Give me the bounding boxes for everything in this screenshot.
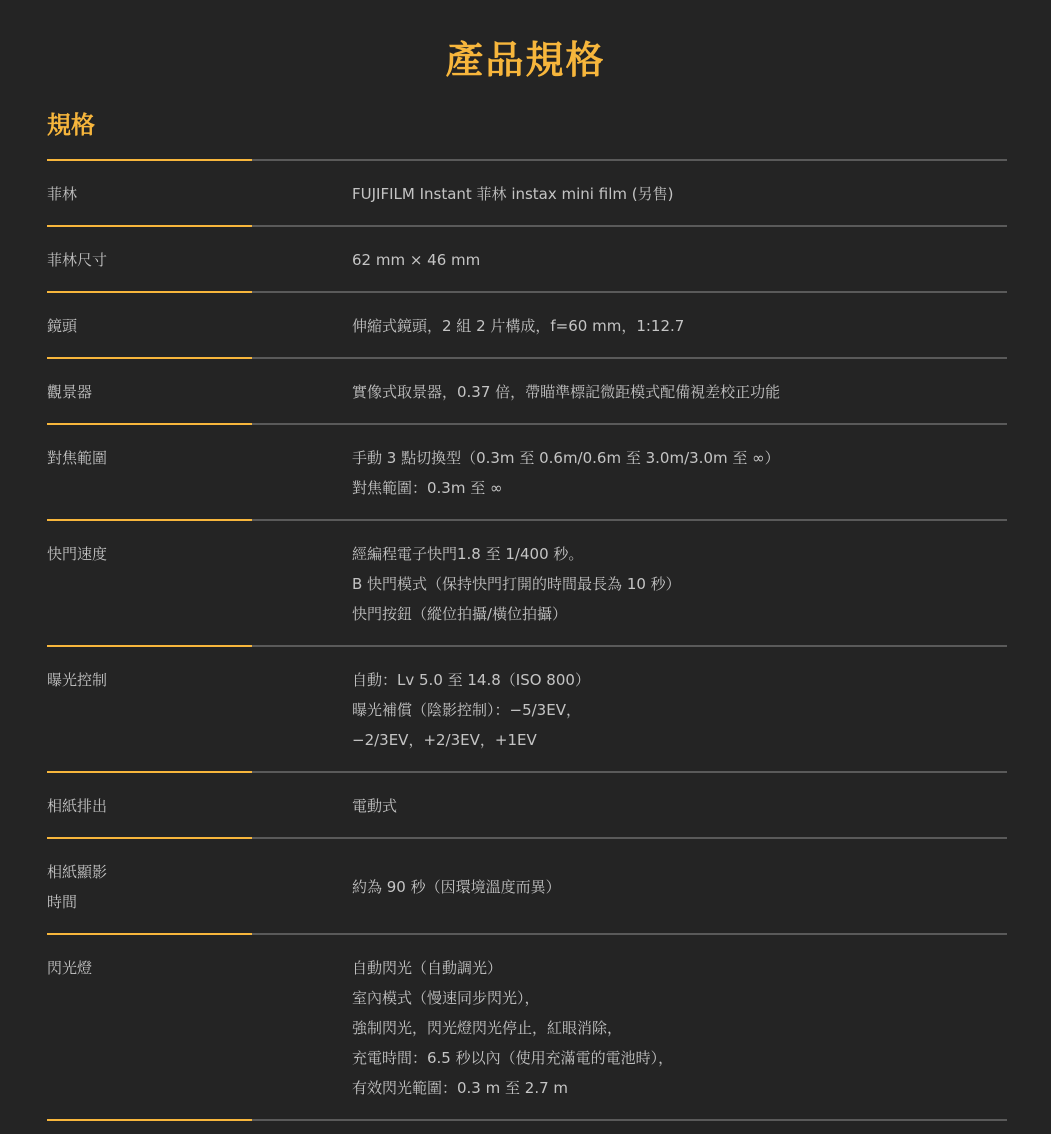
spec-label-line: 菲林尺寸 — [47, 251, 108, 269]
spec-label — [47, 857, 307, 917]
spec-value-line: 對焦範圍：0.3m 至 ∞ — [352, 479, 503, 497]
spec-label-line: 相紙排出 — [47, 797, 108, 815]
spec-label-line: 快門速度 — [47, 545, 108, 563]
spec-label — [47, 953, 307, 983]
spec-label — [47, 791, 307, 821]
section-title: 規格 — [47, 111, 95, 139]
spec-value-line: 室內模式（慢速同步閃光）， — [352, 989, 540, 1007]
spec-row — [47, 357, 1007, 423]
spec-values — [352, 179, 1002, 209]
spec-label-line: 曝光控制 — [47, 671, 108, 689]
spec-values — [352, 791, 1002, 821]
spec-label — [47, 179, 307, 209]
spec-value-line: 快門按鈕（縱位拍攝/橫位拍攝） — [352, 605, 568, 623]
spec-row — [47, 519, 1007, 645]
spec-value-line: FUJIFILM Instant 菲林 instax mini film (另售) — [352, 185, 674, 203]
spec-value-line: 約為 90 秒（因環境溫度而異） — [352, 878, 561, 896]
spec-label — [47, 443, 307, 473]
spec-value-line: 自動閃光（自動調光） — [352, 959, 503, 977]
spec-value-line: 強制閃光，閃光燈閃光停止，紅眼消除， — [352, 1019, 623, 1037]
spec-values — [352, 245, 1002, 275]
spec-value-line: 伸縮式鏡頭，2 組 2 片構成，f=60 mm，1:12.7 — [352, 317, 685, 335]
spec-value-line: 實像式取景器，0.37 倍，帶瞄準標記微距模式配備視差校正功能 — [352, 383, 781, 401]
spec-label — [47, 245, 307, 275]
spec-label — [47, 377, 307, 407]
spec-value-line: 經編程電子快門1.8 至 1/400 秒。 — [352, 545, 584, 563]
spec-row — [47, 423, 1007, 519]
spec-label — [47, 539, 307, 569]
spec-label-line: 菲林 — [47, 185, 78, 203]
spec-row — [47, 291, 1007, 357]
spec-row — [47, 225, 1007, 291]
table-bottom-divider — [47, 1119, 1007, 1121]
spec-table — [47, 159, 1007, 1121]
spec-row — [47, 159, 1007, 225]
spec-values — [352, 377, 1002, 407]
spec-label-line: 鏡頭 — [47, 317, 78, 335]
spec-row — [47, 837, 1007, 933]
spec-value-line: 曝光補償（陰影控制）：−5/3EV， — [352, 701, 581, 719]
spec-value-line: 電動式 — [352, 797, 398, 815]
spec-values — [352, 311, 1002, 341]
spec-row — [47, 645, 1007, 771]
spec-value-line: −2/3EV，+2/3EV，+1EV — [352, 731, 537, 749]
spec-label-line: 閃光燈 — [47, 959, 93, 977]
spec-label-line: 相紙顯影 — [47, 863, 108, 881]
spec-values — [352, 872, 1002, 902]
spec-values — [352, 539, 1002, 629]
spec-label-line: 時間 — [47, 893, 78, 911]
spec-row — [47, 771, 1007, 837]
spec-value-line: B 快門模式（保持快門打開的時間最長為 10 秒） — [352, 575, 681, 593]
spec-values — [352, 665, 1002, 755]
spec-value-line: 62 mm × 46 mm — [352, 251, 481, 269]
spec-value-line: 自動：Lv 5.0 至 14.8（ISO 800） — [352, 671, 590, 689]
spec-value-line: 充電時間：6.5 秒以內（使用充滿電的電池時）， — [352, 1049, 674, 1067]
spec-label — [47, 311, 307, 341]
page-title: 產品規格 — [445, 38, 606, 82]
spec-row — [47, 933, 1007, 1119]
spec-label — [47, 665, 307, 695]
spec-value-line: 手動 3 點切換型（0.3m 至 0.6m/0.6m 至 3.0m/3.0m 至 ∞） — [352, 449, 780, 467]
spec-values — [352, 953, 1002, 1103]
spec-label-line: 觀景器 — [47, 383, 93, 401]
spec-label-line: 對焦範圍 — [47, 449, 108, 467]
spec-value-line: 有效閃光範圍：0.3 m 至 2.7 m — [352, 1079, 569, 1097]
spec-values — [352, 443, 1002, 503]
